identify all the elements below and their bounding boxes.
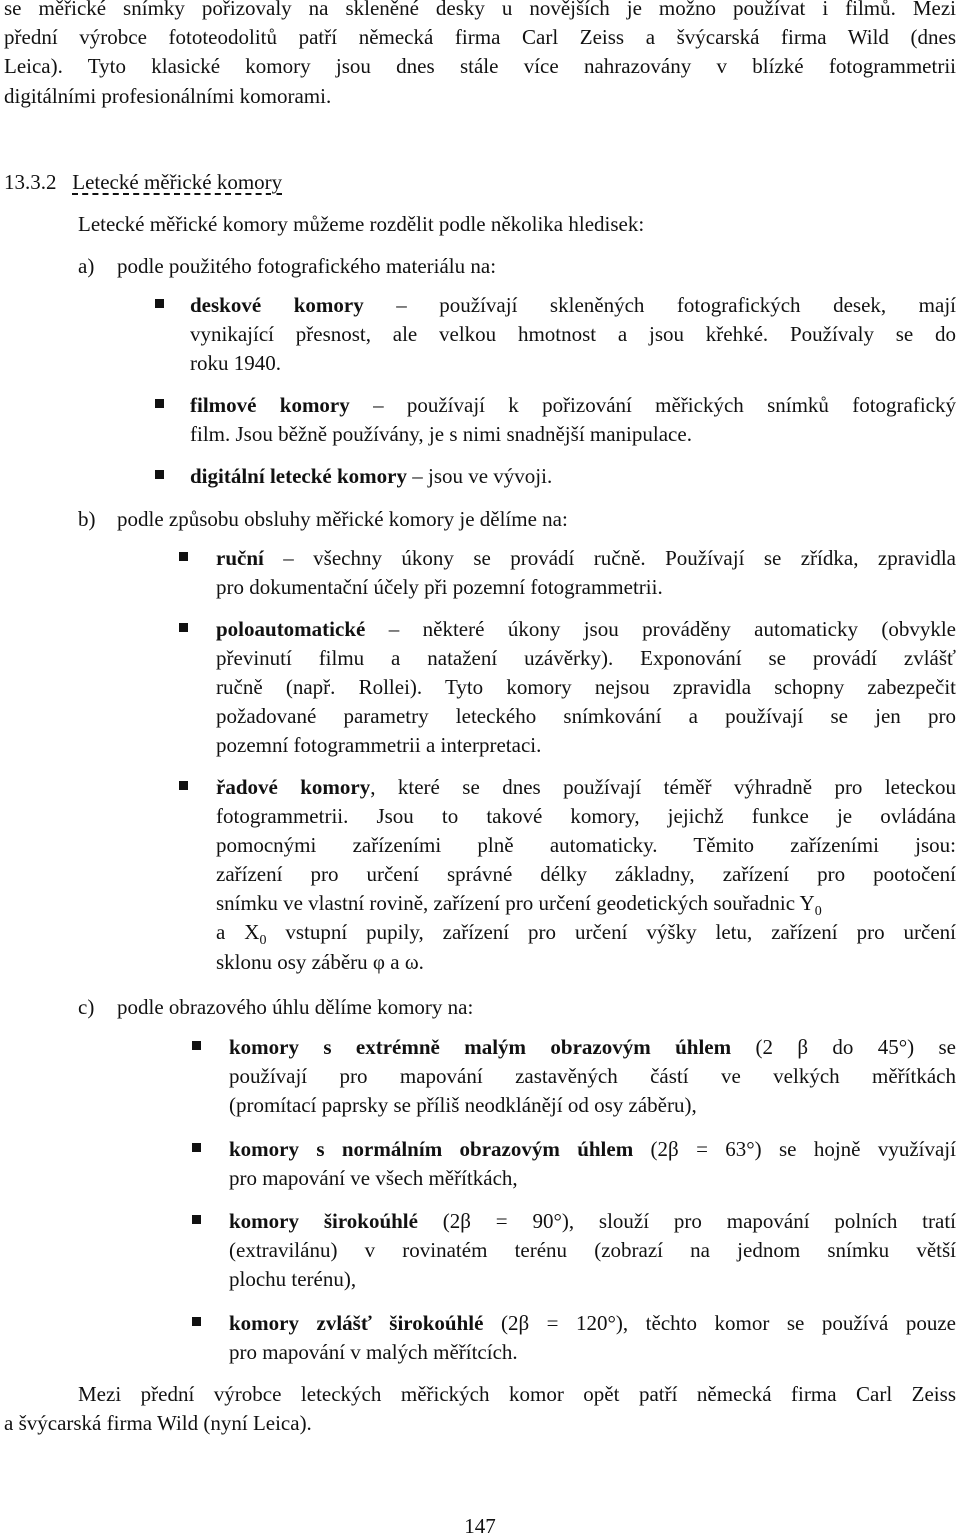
list-item-b1-line-1: ruční – všechny úkony se provádí ručně. Používají se zřídka, zpravidla: [216, 546, 956, 570]
section-a-text: podle použitého fotografického materiálu na:: [117, 254, 497, 278]
list-item-c4-line-2: pro mapování v malých měřítcích.: [229, 1340, 518, 1364]
bullet-icon: [179, 781, 188, 790]
section-title: Letecké měřické komory: [72, 170, 283, 194]
section-c-text: podle obrazového úhlu dělíme komory na:: [117, 995, 474, 1019]
list-item-a2-line-2: film. Jsou běžně používány, je s nimi snadnější manipulace.: [190, 422, 692, 446]
list-item-c1-line-3: (promítací paprsky se příliš neodklánějí od osy záběru),: [229, 1093, 697, 1117]
section-c-label: c): [78, 995, 95, 1019]
list-item-b2-line-4: požadované parametry leteckého snímkování a používají se jen pro: [216, 704, 956, 728]
list-item-c3-line-2: (extravilánu) v rovinatém terénu (zobrazí na jednom snímku větší: [229, 1238, 956, 1262]
list-item-b3-line-5: snímku ve vlastní rovině, zařízení pro určení geodetických souřadnic $Y_0$: [216, 891, 822, 920]
section-heading: [4, 170, 282, 195]
bullet-icon: [155, 470, 164, 479]
list-item-b3-line-6: a $X_0$ vstupní pupily, zařízení pro určení výšky letu, zařízení pro určení: [216, 920, 956, 949]
list-item-c3-line-1: komory širokoúhlé (2β = 90°), slouží pro mapování polních tratí: [229, 1209, 957, 1233]
list-item-b2-line-3: ručně (např. Rollei). Tyto komory nejsou zpravidla schopny zabezpečit: [216, 675, 956, 699]
section-a-label: a): [78, 254, 95, 278]
bullet-icon: [192, 1317, 201, 1326]
page-number: 147: [464, 1514, 496, 1538]
list-item-b3-line-2: fotogrammetrii. Jsou to takové komory, jejichž funkce je ovládána: [216, 804, 956, 828]
list-item-b3-line-4: zařízení pro určení správné délky základny, zařízení pro pootočení: [216, 862, 956, 886]
list-item-c2-line-2: pro mapování ve všech měřítkách,: [229, 1166, 518, 1190]
list-item-b3-line-7: sklonu osy záběru φ a ω.: [216, 950, 424, 974]
list-item-b3-line-3: pomocnými zařízeními plně automaticky. Těmito zařízeními jsou:: [216, 833, 956, 857]
bullet-icon: [179, 623, 188, 632]
list-item-b2-line-5: pozemní fotogrammetrii a interpretaci.: [216, 733, 542, 757]
closing-line-2: a švýcarská firma Wild (nyní Leica).: [4, 1411, 312, 1435]
closing-line-1: Mezi přední výrobce leteckých měřických komor opět patří německá firma Carl Zeiss: [78, 1382, 956, 1406]
list-item-b2-line-2: převinutí filmu a natažení uzávěrky). Exponování se provádí zvlášť: [216, 646, 956, 670]
list-item-c3-line-3: plochu terénu),: [229, 1267, 357, 1291]
section-number: 13.3.2: [4, 170, 57, 194]
list-item-b2-line-1: poloautomatické – některé úkony jsou prováděny automaticky (obvykle: [216, 617, 956, 641]
intro-line-2: přední výrobce fototeodolitů patří německá firma Carl Zeiss a švýcarská firma Wild (dnes: [4, 25, 956, 49]
list-item-a2-line-1: filmové komory – používají k pořizování měřických snímků fotografický: [190, 393, 956, 417]
section-b-label: b): [78, 507, 96, 531]
list-item-a1-line-1: deskové komory – používají skleněných fotografických desek, mají: [190, 293, 956, 317]
list-item-c2-line-1: komory s normálním obrazovým úhlem (2β = 63°) se hojně využívají: [229, 1137, 956, 1161]
bullet-icon: [192, 1143, 201, 1152]
intro-line-1: se měřické snímky pořizovaly na skleněné desky u novějších je možno používat i filmů. Mezi: [4, 0, 956, 20]
list-item-a1-line-2: vynikající přesnost, ale velkou hmotnost a jsou křehké. Používaly se do: [190, 322, 956, 346]
bullet-icon: [155, 399, 164, 408]
bullet-icon: [192, 1041, 201, 1050]
list-item-c1-line-2: používají pro mapování zastavěných částí ve velkých měřítkách: [229, 1064, 956, 1088]
bullet-icon: [179, 552, 188, 561]
list-item-c4-line-1: komory zvlášť širokoúhlé (2β = 120°), těchto komor se používá pouze: [229, 1311, 956, 1335]
intro-line-4: digitálními profesionálními komorami.: [4, 84, 332, 108]
list-item-a3-line-1: digitální letecké komory – jsou ve vývoji.: [190, 464, 553, 488]
section-b-text: podle způsobu obsluhy měřické komory je dělíme na:: [117, 507, 568, 531]
list-item-c1-line-1: komory s extrémně malým obrazovým úhlem (2 β do 45°) se: [229, 1035, 956, 1059]
list-item-b3-line-1: řadové komory, které se dnes používají téměř výhradně pro leteckou: [216, 775, 956, 799]
list-item-a1-line-3: roku 1940.: [190, 351, 281, 375]
bullet-icon: [155, 299, 164, 308]
lead-text: Letecké měřické komory můžeme rozdělit podle několika hledisek:: [78, 212, 645, 236]
bullet-icon: [192, 1215, 201, 1224]
list-item-b1-line-2: pro dokumentační účely při pozemní fotogrammetrii.: [216, 575, 663, 599]
intro-line-3: Leica). Tyto klasické komory jsou dnes stále více nahrazovány v blízké fotogrammetrii: [4, 54, 956, 78]
